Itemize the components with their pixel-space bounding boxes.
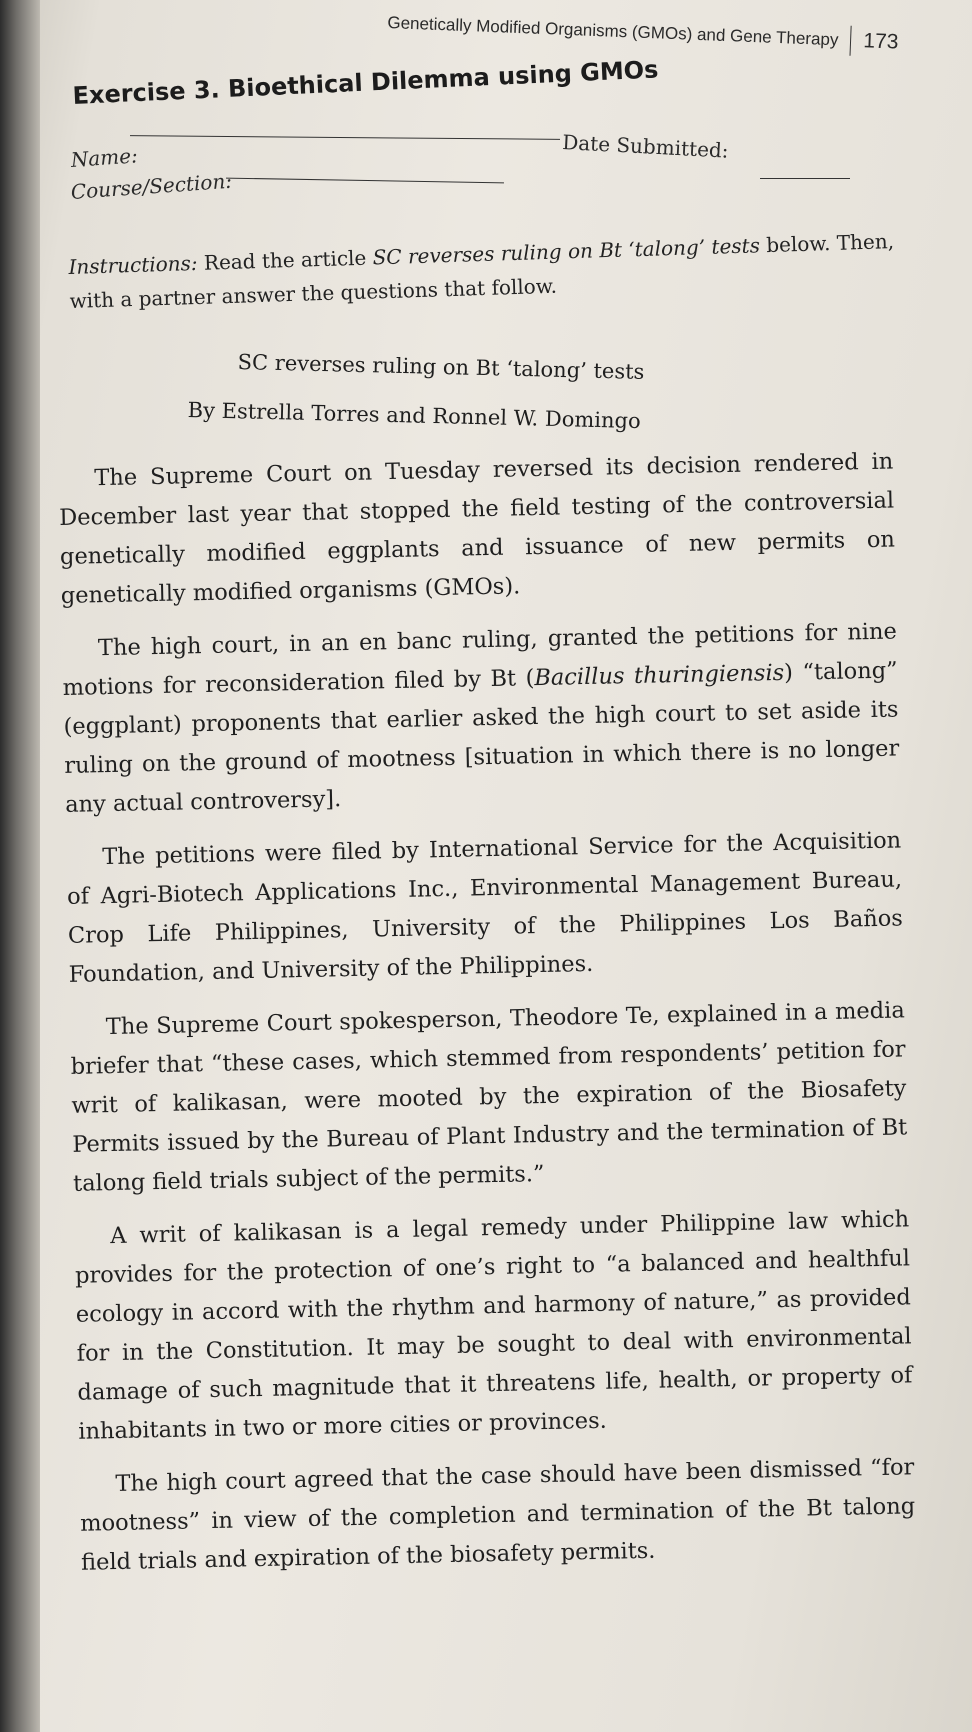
paragraph-6: The high court agreed that the case should have been dismissed “for mootness” in view of the completion and termination of the Bt talong field trials and expiration of the biosafety permits. (80, 1454, 916, 1576)
date-submitted-label: Date Submitted: (561, 130, 730, 163)
instructions (68, 224, 910, 318)
course-section-label: Course/Section: (70, 168, 233, 204)
paragraph-5: A writ of kalikasan is a legal remedy under Philippine law which provides for the protection of one’s right to “a balanced and healthful ecology in accord with the rhythm and harmony of nature,” as provided for in the Constitution. It may be sought to deal with environmental damage of such magnitude that it threatens life, health, or property of inhabitants in two or more cities or provinces. (74, 1206, 913, 1445)
page-gutter (0, 0, 40, 1732)
paragraph-1: The Supreme Court on Tuesday reversed its decision rendered in December last year that stopped the field testing of the controversial genetically modified eggplants and issuance of new permits on genetically modified organisms (GMOs). (58, 448, 896, 609)
paragraph-3: The petitions were filed by International Service for the Acquisition of Agri-Biotech Applications Inc., Environmental Management Bureau, Crop Life Philippines, University of the Philippines Los Baños Foundation, and University of the Philippines. (66, 827, 904, 988)
paragraph-2-part-1: The high court, in an en banc ruling, granted the petitions for nine motions for reconsideration filed by Bt ( (62, 618, 898, 701)
paragraph-2-italic: Bacillus thuringiensis (534, 659, 785, 692)
page-number: 173 (862, 29, 899, 54)
page-content (58, 0, 938, 1732)
date-line (760, 178, 850, 179)
article-title: SC reverses ruling on Bt ‘talong’ tests (237, 350, 645, 384)
article-body (58, 443, 917, 1597)
running-header (387, 8, 948, 59)
header-divider (850, 26, 852, 56)
instructions-text-before: Read the article (197, 245, 374, 275)
paragraph-2 (62, 612, 901, 824)
article-byline: By Estrella Torres and Ronnel W. Domingo (187, 398, 641, 434)
paragraph-4: The Supreme Court spokesperson, Theodore Te, explained in a media briefer that “these cases, which stemmed from respondents’ petition for writ of kalikasan, were mooted by the expiration of the Biosafety Permits issued by the Bureau of Plant Industry and the termination of Bt talong field trials subject of the permits.” (70, 997, 908, 1197)
course-line (226, 178, 504, 184)
instructions-article-ref: SC reverses ruling on Bt ‘talong’ tests (372, 233, 761, 270)
instructions-label: Instructions: (68, 250, 198, 279)
instructions-text-after: below. Then, with a partner answer the questions that follow. (69, 229, 895, 313)
exercise-title: Exercise 3. Bioethical Dilemma using GMOs (72, 55, 659, 110)
running-title: Genetically Modified Organisms (GMOs) and Gene Therapy (387, 12, 839, 50)
paragraph-2-part-2: ) “talong” (eggplant) proponents that earlier asked the high court to set aside its ruling on the ground of mootness [situation in which there is no longer any actual controversy]. (63, 657, 900, 818)
name-line (130, 135, 560, 140)
name-label: Name: (70, 143, 139, 172)
